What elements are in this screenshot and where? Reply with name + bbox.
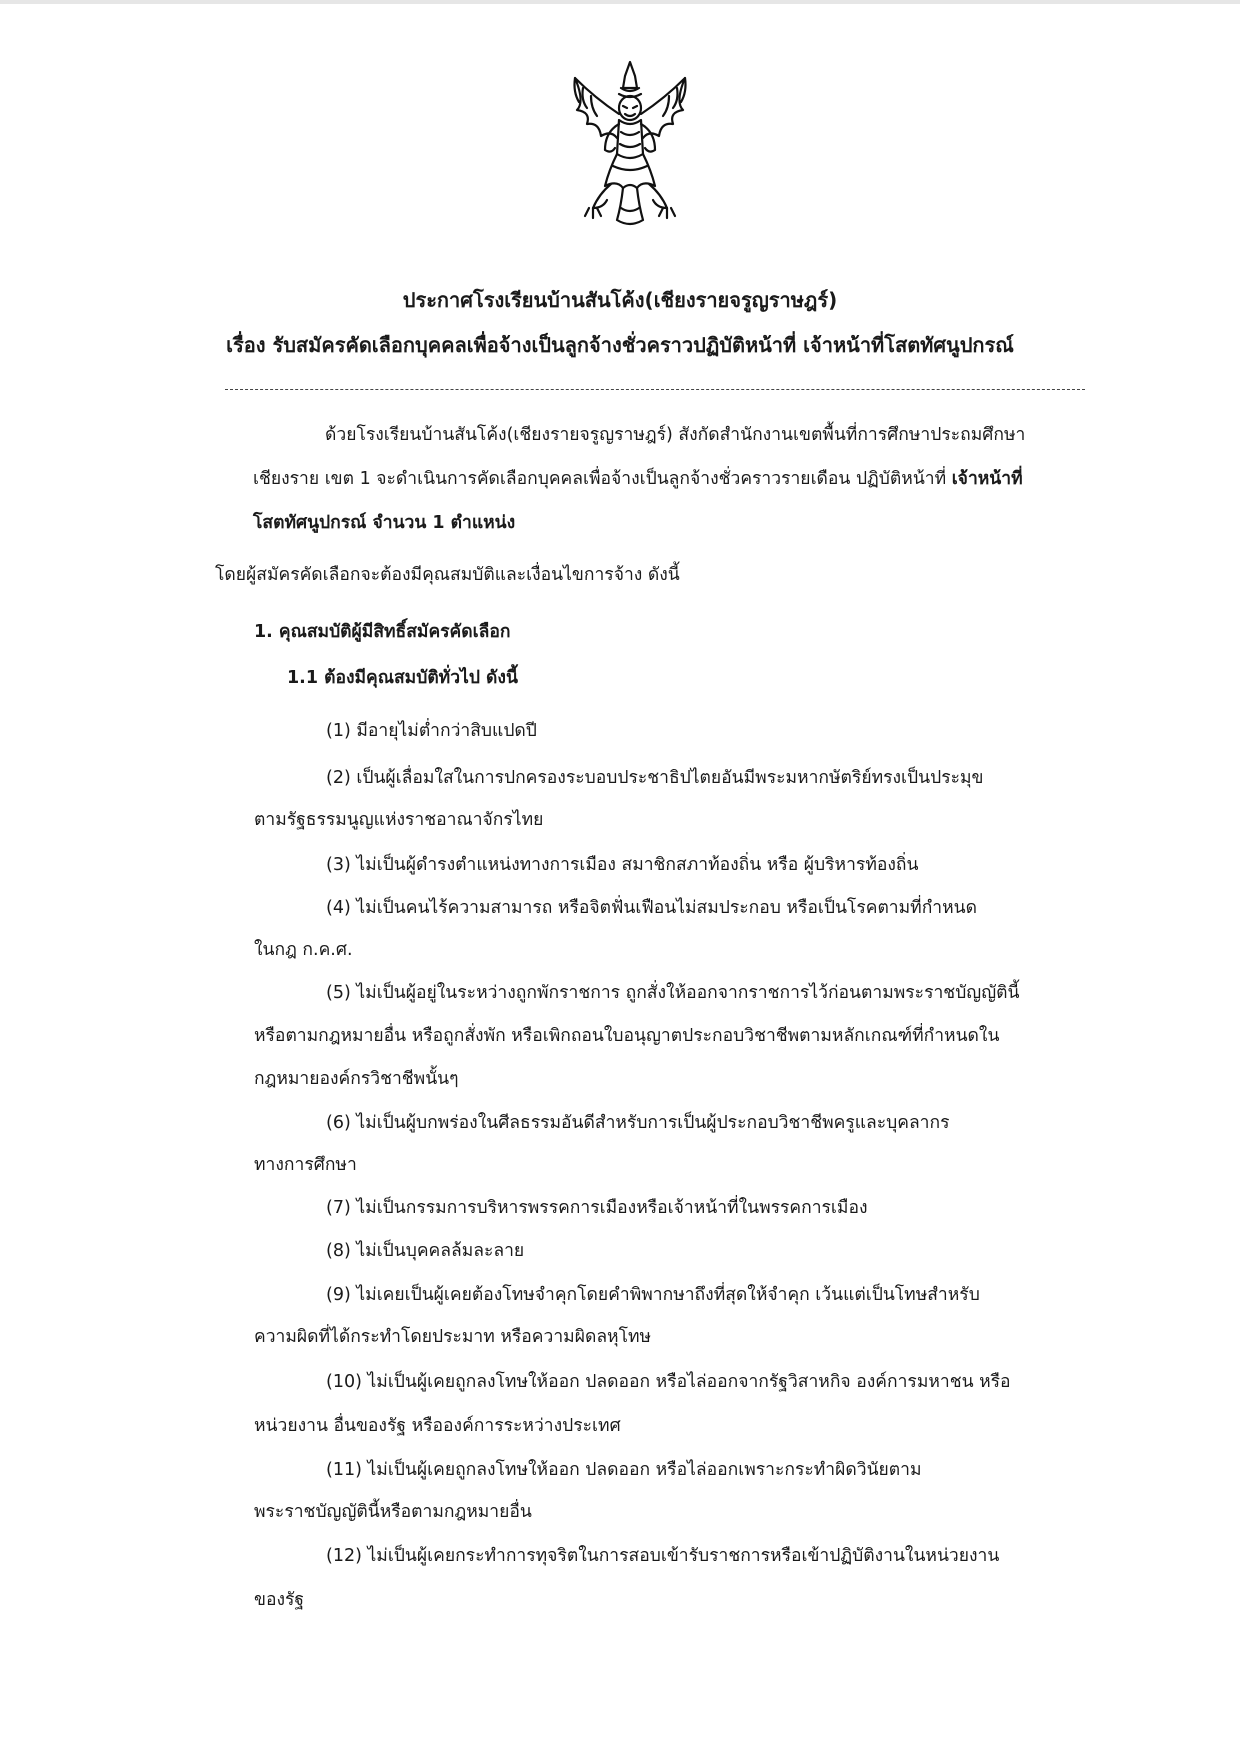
qualification-item-cont: ทางการศึกษา bbox=[254, 1155, 357, 1175]
qualification-item-cont: ของรัฐ bbox=[254, 1590, 305, 1610]
qualification-item: (9) ไม่เคยเป็นผู้เคยต้องโทษจำคุกโดยคำพิพากษาถึงที่สุดให้จำคุก เว้นแต่เป็นโทษสำหรับ bbox=[326, 1285, 980, 1305]
qualification-item-cont: หน่วยงาน อื่นของรัฐ หรือองค์การระหว่างประเทศ bbox=[254, 1416, 621, 1436]
section-subheading: 1.1 ต้องมีคุณสมบัติทั่วไป ดังนี้ bbox=[287, 668, 518, 688]
qualification-item: (8) ไม่เป็นบุคคลล้มละลาย bbox=[326, 1241, 525, 1261]
qualification-item: (4) ไม่เป็นคนไร้ความสามารถ หรือจิตฟั่นเฟือนไม่สมประกอบ หรือเป็นโรคตามที่กำหนด bbox=[326, 898, 977, 918]
announcement-subject: เรื่อง รับสมัครคัดเลือกบุคคลเพื่อจ้างเป็นลูกจ้างชั่วคราวปฏิบัติหน้าที่ เจ้าหน้าที่โสตทัศนูปกรณ์ bbox=[226, 333, 1014, 357]
qualification-item-cont: หรือตามกฎหมายอื่น หรือถูกสั่งพัก หรือเพิกถอนใบอนุญาตประกอบวิชาชีพตามหลักเกณฑ์ที่กำหนดใน bbox=[254, 1026, 1000, 1046]
qualification-item-cont: พระราชบัญญัตินี้หรือตามกฎหมายอื่น bbox=[254, 1502, 532, 1522]
qualification-item: (2) เป็นผู้เลื่อมใสในการปกครองระบอบประชาธิปไตยอันมีพระมหากษัตริย์ทรงเป็นประมุข bbox=[326, 768, 984, 788]
intro-line: ด้วยโรงเรียนบ้านสันโค้ง(เชียงรายจรูญราษฎร์) สังกัดสำนักงานเขตพื้นที่การศึกษาประถมศึกษา bbox=[325, 425, 1026, 445]
qualification-item-cont: กฎหมายองค์กรวิชาชีพนั้นๆ bbox=[254, 1069, 459, 1089]
qualification-item: (3) ไม่เป็นผู้ดำรงตำแหน่งทางการเมือง สมาชิกสภาท้องถิ่น หรือ ผู้บริหารท้องถิ่น bbox=[326, 855, 919, 875]
qualification-item: (12) ไม่เป็นผู้เคยกระทำการทุจริตในการสอบเข้ารับราชการหรือเข้าปฏิบัติงานในหน่วยงาน bbox=[326, 1546, 1000, 1566]
scan-top-edge bbox=[0, 0, 1240, 4]
qualification-item-cont: ความผิดที่ได้กระทำโดยประมาท หรือความผิดลหุโทษ bbox=[254, 1327, 652, 1347]
section-heading: 1. คุณสมบัติผู้มีสิทธิ์สมัครคัดเลือก bbox=[254, 622, 511, 642]
dashed-separator bbox=[225, 389, 1085, 390]
qualification-item: (5) ไม่เป็นผู้อยู่ในระหว่างถูกพักราชการ ถูกสั่งให้ออกจากราชการไว้ก่อนตามพระราชบัญญัตินี้ bbox=[326, 983, 1020, 1003]
intro-conditions: โดยผู้สมัครคัดเลือกจะต้องมีคุณสมบัติและเงื่อนไขการจ้าง ดังนี้ bbox=[215, 565, 680, 585]
qualification-item: (11) ไม่เป็นผู้เคยถูกลงโทษให้ออก ปลดออก หรือไล่ออกเพราะกระทำผิดวินัยตาม bbox=[326, 1460, 922, 1480]
qualification-item-cont: ในกฎ ก.ค.ศ. bbox=[254, 940, 353, 960]
qualification-item: (10) ไม่เป็นผู้เคยถูกลงโทษให้ออก ปลดออก หรือไล่ออกจากรัฐวิสาหกิจ องค์การมหาชน หรือ bbox=[326, 1372, 1011, 1392]
qualification-item: (1) มีอายุไม่ต่ำกว่าสิบแปดปี bbox=[326, 721, 537, 741]
qualification-item: (6) ไม่เป็นผู้บกพร่องในศีลธรรมอันดีสำหรับการเป็นผู้ประกอบวิชาชีพครูและบุคลากร bbox=[326, 1113, 950, 1133]
announcement-title: ประกาศโรงเรียนบ้านสันโค้ง(เชียงรายจรูญราษฎร์) bbox=[402, 288, 838, 312]
intro-position-count: โสตทัศนูปกรณ์ จำนวน 1 ตำแหน่ง bbox=[253, 513, 516, 533]
qualification-item-cont: ตามรัฐธรรมนูญแห่งราชอาณาจักรไทย bbox=[254, 810, 544, 830]
intro-line bbox=[253, 464, 1023, 492]
intro-position: เจ้าหน้าที่ bbox=[951, 469, 1023, 489]
qualification-item: (7) ไม่เป็นกรรมการบริหารพรรคการเมืองหรือเจ้าหน้าที่ในพรรคการเมือง bbox=[326, 1198, 868, 1218]
intro-text: เชียงราย เขต 1 จะดำเนินการคัดเลือกบุคคลเพื่อจ้างเป็นลูกจ้างชั่วคราวรายเดือน ปฏิบัติหน้าที่ bbox=[253, 469, 952, 489]
garuda-emblem bbox=[565, 58, 695, 236]
